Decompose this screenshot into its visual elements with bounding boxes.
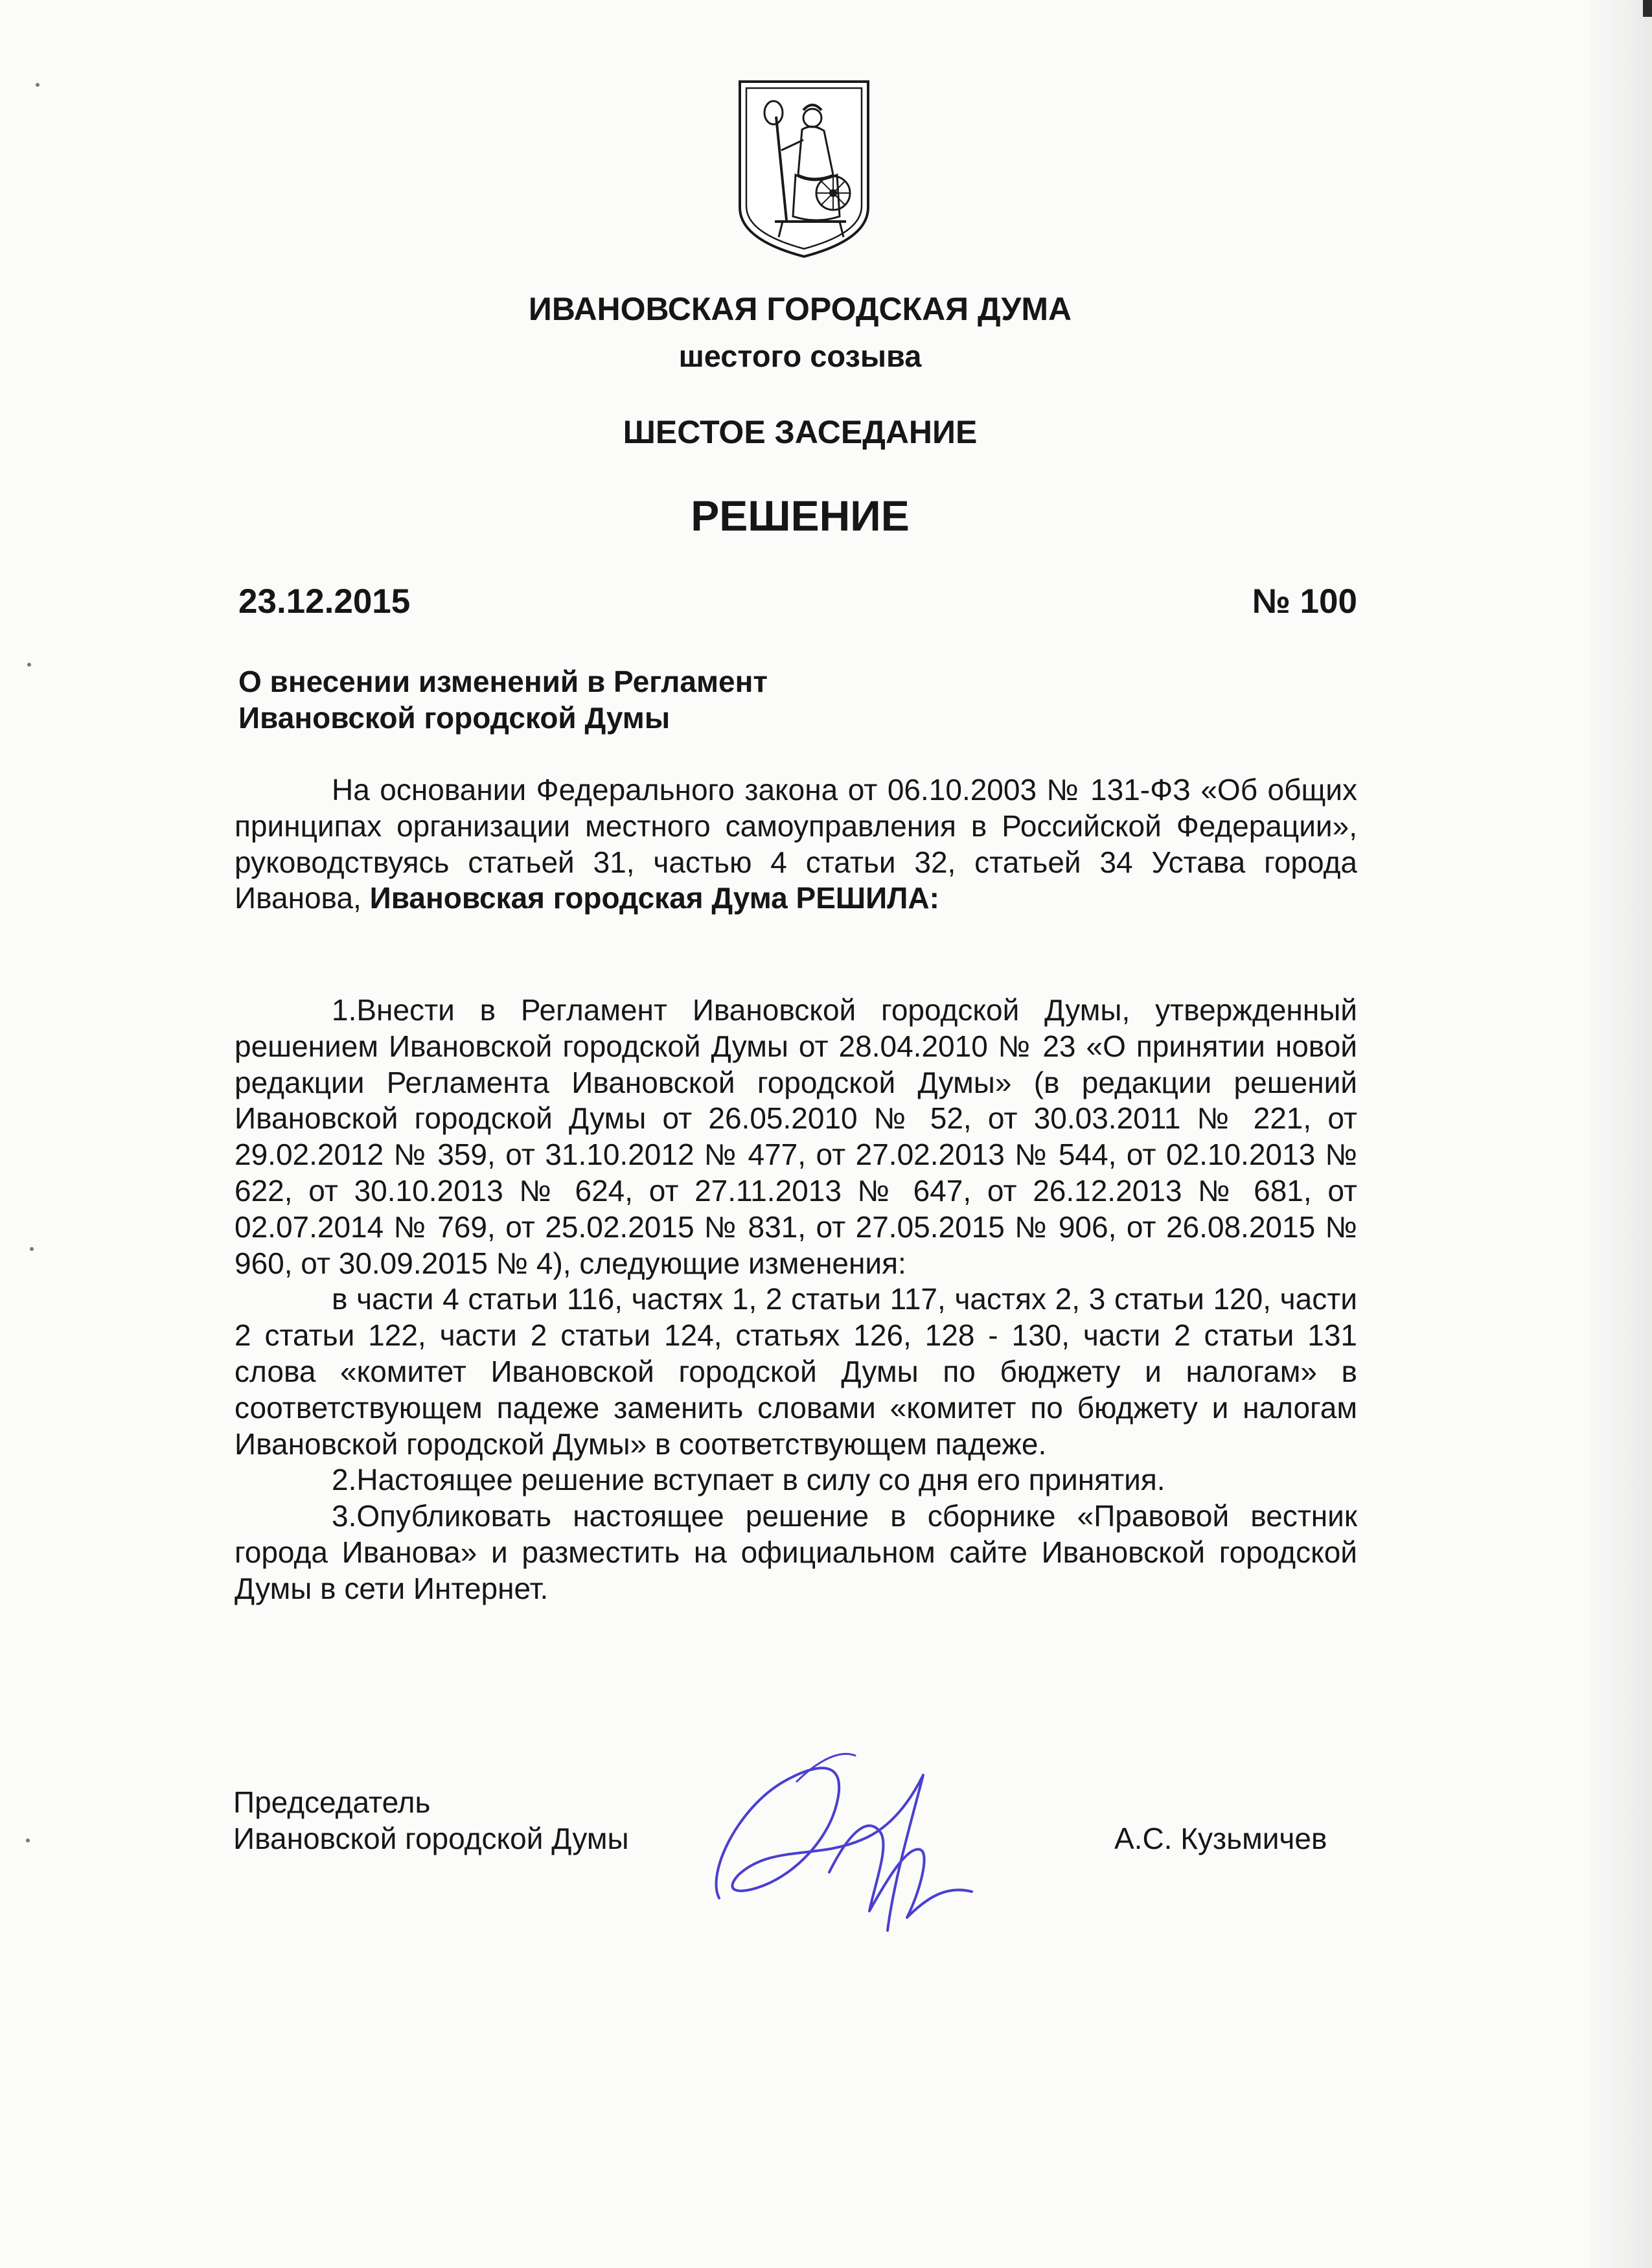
- signatory-name: А.С. Кузьмичев: [1114, 1822, 1327, 1855]
- coat-of-arms-emblem: [736, 78, 872, 260]
- preamble-text: На основании Федерального закона от 06.10.2003 № 131-ФЗ «Об общих принципах организации местного самоуправления в Российской Федерации», руководствуясь статьей 31, частью 4 статьи 32, статьей 34 Устава города Иванова,: [235, 773, 1357, 915]
- preamble-paragraph: [235, 772, 1357, 917]
- scan-corner-mark: [1643, 0, 1652, 17]
- subject-line-2: Ивановской городской Думы: [238, 701, 671, 735]
- decision-item-1: 1.Внести в Регламент Ивановской городской Думы, утвержденный решением Ивановской городской Думы от 28.04.2010 № 23 «О принятии новой редакции Регламента Ивановской городской Думы» (в редакции решений Ивановской городской Думы от 26.05.2010 № 52, от 30.03.2011 № 221, от 29.02.2012 № 359, от 31.10.2012 № 477, от 27.02.2013 № 544, от 02.10.2013 № 622, от 30.10.2013 № 624, от 27.11.2013 № 647, от 26.12.2013 № 681, от 02.07.2014 № 769, от 25.02.2015 № 831, от 27.05.2015 № 906, от 26.08.2015 № 960, от 30.09.2015 № 4), следующие изменения:: [235, 993, 1357, 1280]
- scan-speck: [26, 1838, 30, 1842]
- decision-item-2: 2.Настоящее решение вступает в силу со дня его принятия.: [332, 1463, 1165, 1497]
- scan-speck: [36, 83, 40, 87]
- preamble-resolution: Ивановская городская Дума РЕШИЛА:: [369, 881, 939, 915]
- decision-item-3: 3.Опубликовать настоящее решение в сборнике «Правовой вестник города Иванова» и разместить на официальном сайте Ивановской городской Думы в сети Интернет.: [235, 1499, 1357, 1605]
- convocation-subtitle: шестого созыва: [678, 339, 922, 373]
- scan-speck: [30, 1247, 34, 1251]
- signatory-position-line-2: Ивановской городской Думы: [233, 1822, 629, 1855]
- decision-number: № 100: [1252, 582, 1357, 621]
- organization-title: ИВАНОВСКАЯ ГОРОДСКАЯ ДУМА: [528, 291, 1072, 327]
- handwritten-signature: [700, 1736, 985, 1943]
- decision-date: 23.12.2015: [238, 582, 411, 621]
- decision-items: [235, 992, 1357, 1607]
- session-title: ШЕСТОЕ ЗАСЕДАНИЕ: [623, 414, 978, 450]
- signatory-position-line-1: Председатель: [233, 1785, 431, 1819]
- subject-line-1: О внесении изменений в Регламент: [238, 665, 768, 698]
- document-type-title: РЕШЕНИЕ: [691, 492, 910, 540]
- decision-item-1-sub: в части 4 статьи 116, частях 1, 2 статьи 117, частях 2, 3 статьи 120, части 2 статьи 122, части 2 статьи 124, статьях 126, 128 - 130, части 2 статьи 131 слова «комитет Ивановской городской Думы по бюджету и налогам» в соответствующем падеже заменить словами «комитет по бюджету и налогам Ивановской городской Думы» в соответствующем падеже.: [235, 1282, 1357, 1461]
- scan-speck: [27, 663, 31, 667]
